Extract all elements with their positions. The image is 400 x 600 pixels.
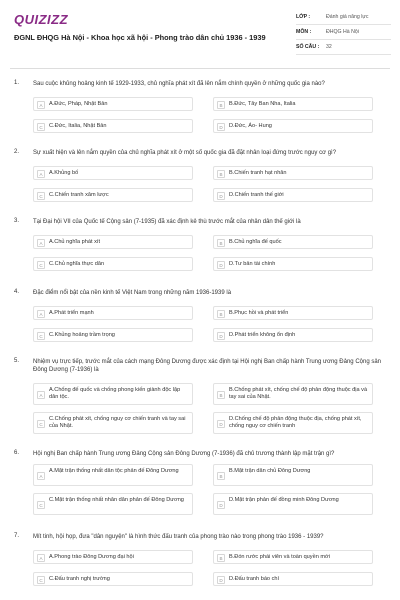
option-text: B.Chống phát xít, chống chế độ phản động thuộc địa và tay sai của Nhật. (229, 387, 368, 400)
meta-key: SỐ CÂU : (296, 44, 320, 50)
meta-row-subject (296, 25, 391, 40)
option-letter: C (37, 192, 45, 200)
header-divider (10, 68, 390, 69)
question-text: Nhiệm vụ trực tiếp, trước mắt của cách mạng Đông Dương được xác định tại Hội nghị Ban chấp hành Trung ương Đảng Cộng sản Đông Dương (7-1936) là (33, 359, 381, 373)
option-d[interactable] (213, 119, 373, 133)
option-text: A.Chủ nghĩa phát xít (49, 239, 100, 245)
option-c[interactable] (33, 188, 193, 202)
meta-key: MÔN : (296, 29, 312, 35)
option-letter: C (37, 420, 45, 428)
option-letter: D (217, 192, 225, 200)
option-c[interactable] (33, 328, 193, 342)
question-text: Tại Đại hội VII của Quốc tế Cộng sản (7-1935) đã xác định kẻ thù trước mắt của nhân dân thế giới là (33, 219, 301, 225)
option-text: C.Khủng hoảng trầm trọng (49, 332, 115, 338)
option-b[interactable] (213, 306, 373, 320)
option-b[interactable] (213, 464, 373, 486)
option-c[interactable] (33, 493, 193, 515)
question-number: 6. (14, 450, 20, 456)
meta-value: ĐHQG Hà Nội (326, 29, 359, 35)
option-letter: A (37, 170, 45, 178)
option-d[interactable] (213, 257, 373, 271)
option-text: B.Đức, Tây Ban Nha, Italia (229, 101, 296, 107)
option-text: B.Chủ nghĩa đế quốc (229, 239, 282, 245)
question-number: 1. (14, 80, 20, 86)
option-text: C.Chống phát xít, chống nguy cơ chiến tranh và tay sai của Nhật. (49, 416, 186, 429)
option-text: D.Chống chế độ phản động thuộc địa, chống phát xít, chống nguy cơ chiến tranh (229, 416, 362, 429)
question-text: Mít tinh, hội họp, đưa "dân nguyện" là hình thức đấu tranh của phong trào nào trong phong trào 1936 - 1939? (33, 534, 324, 540)
option-letter: A (37, 554, 45, 562)
option-c[interactable] (33, 257, 193, 271)
option-text: A.Mặt trận thống nhất dân tộc phản đế Đông Dương (49, 468, 179, 474)
document-title: ĐGNL ĐHQG Hà Nội - Khoa học xã hội - Phong trào dân chủ 1936 - 1939 (14, 33, 266, 42)
option-text: C.Chiến tranh xâm lược (49, 192, 109, 198)
meta-row-count (296, 40, 391, 55)
option-text: C.Chủ nghĩa thực dân (49, 261, 105, 267)
option-letter: A (37, 239, 45, 247)
option-a[interactable] (33, 97, 193, 111)
option-letter: D (217, 123, 225, 131)
option-text: C.Đức, Italia, Nhật Bản (49, 123, 107, 129)
option-letter: A (37, 310, 45, 318)
option-letter: C (37, 576, 45, 584)
option-text: B.Đón rước phái viên và toàn quyền mới (229, 554, 330, 560)
option-letter: C (37, 261, 45, 269)
meta-value: 32 (326, 44, 332, 50)
option-letter: B (217, 310, 225, 318)
option-d[interactable] (213, 328, 373, 342)
option-a[interactable] (33, 235, 193, 249)
option-text: D.Đấu tranh báo chí (229, 576, 280, 582)
option-text: D.Phát triển không ổn định (229, 332, 296, 338)
option-text: B.Phục hồi và phát triển (229, 310, 289, 316)
question-number: 3. (14, 218, 20, 224)
option-text: A.Đức, Pháp, Nhật Bản (49, 101, 108, 107)
question-text: Sự xuất hiện và lên nắm quyền của chủ nghĩa phát xít ở một số quốc gia đã đặt nhân loại đứng trước nguy cơ gì? (33, 150, 337, 156)
option-d[interactable] (213, 493, 373, 515)
option-letter: D (217, 576, 225, 584)
option-text: A.Chống đế quốc và chống phong kiến giành độc lập dân tộc. (49, 387, 181, 400)
option-b[interactable] (213, 383, 373, 405)
option-b[interactable] (213, 166, 373, 180)
option-text: A.Phong trào Đông Dương đại hội (49, 554, 134, 560)
option-letter: A (37, 391, 45, 399)
option-letter: B (217, 472, 225, 480)
option-letter: D (217, 501, 225, 509)
option-text: B.Chiến tranh hạt nhân (229, 170, 287, 176)
option-b[interactable] (213, 235, 373, 249)
question-number: 2. (14, 149, 20, 155)
option-text: D.Tư bản tài chính (229, 261, 276, 267)
option-c[interactable] (33, 572, 193, 586)
option-text: A.Khủng bố (49, 170, 79, 176)
option-letter: D (217, 332, 225, 340)
question-text: Sau cuộc khủng hoảng kinh tế 1929-1933, chủ nghĩa phát xít đã lên nắm chính quyền ở những quốc gia nào? (33, 81, 325, 87)
question-text: Hội nghị Ban chấp hành Trung ương Đảng Cộng sản Đông Dương (7-1936) đã chủ trương thành lập mặt trận gì? (33, 451, 335, 457)
option-d[interactable] (213, 188, 373, 202)
option-text: D.Mặt trận phản đế đồng minh Đông Dương (229, 497, 339, 503)
option-text: C.Mặt trận thống nhất nhân dân phản đế Đông Dương (49, 497, 184, 503)
option-a[interactable] (33, 550, 193, 564)
option-letter: D (217, 261, 225, 269)
option-text: B.Mặt trận dân chủ Đông Dương (229, 468, 311, 474)
question-number: 4. (14, 289, 20, 295)
option-a[interactable] (33, 383, 193, 405)
option-letter: A (37, 101, 45, 109)
option-text: D.Chiến tranh thế giới (229, 192, 284, 198)
option-letter: C (37, 123, 45, 131)
meta-value: Đánh giá năng lực (326, 14, 369, 20)
quizizz-logo: QUIZIZZ (14, 12, 69, 27)
option-d[interactable] (213, 572, 373, 586)
question-number: 7. (14, 533, 20, 539)
option-letter: B (217, 391, 225, 399)
option-a[interactable] (33, 166, 193, 180)
option-letter: C (37, 501, 45, 509)
option-c[interactable] (33, 412, 193, 434)
option-a[interactable] (33, 464, 193, 486)
option-text: D.Đức, Áo- Hung (229, 123, 272, 129)
option-text: A.Phát triển mạnh (49, 310, 94, 316)
option-letter: D (217, 420, 225, 428)
option-letter: B (217, 239, 225, 247)
meta-table (296, 10, 391, 55)
option-d[interactable] (213, 412, 373, 434)
option-letter: C (37, 332, 45, 340)
question-text: Đặc điểm nổi bật của nền kinh tế Việt Nam trong những năm 1936-1939 là (33, 290, 232, 296)
question-number: 5. (14, 358, 20, 364)
option-letter: B (217, 101, 225, 109)
meta-key: LỚP : (296, 14, 311, 20)
option-c[interactable] (33, 119, 193, 133)
option-b[interactable] (213, 550, 373, 564)
option-text: C.Đấu tranh nghị trường (49, 576, 110, 582)
meta-row-class (296, 10, 391, 25)
option-letter: A (37, 472, 45, 480)
option-a[interactable] (33, 306, 193, 320)
option-letter: B (217, 554, 225, 562)
option-b[interactable] (213, 97, 373, 111)
option-letter: B (217, 170, 225, 178)
